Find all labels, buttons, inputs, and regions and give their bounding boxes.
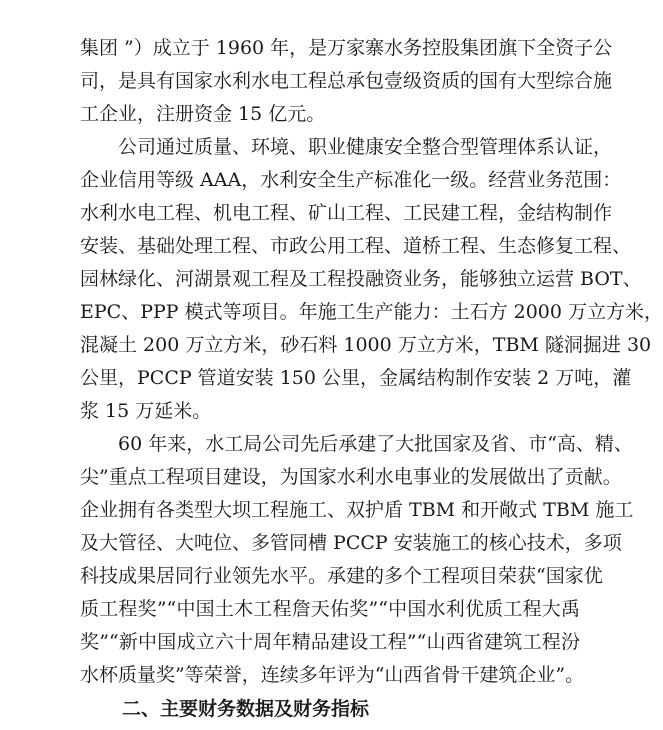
paragraph-2-line-4: 安装、基础处理工程、市政公用工程、道桥工程、生态修复工程、 — [80, 235, 632, 257]
paragraph-3-line-3: 企业拥有各类型大坝工程施工、双护盾 TBM 和开敞式 TBM 施工 — [80, 499, 634, 521]
paragraph-2-line-8: 公里，PCCP 管道安装 150 公里，金属结构制作安装 2 万吨，灌 — [80, 367, 632, 389]
paragraph-1-line-2: 司，是具有国家水利水电工程总承包壹级资质的国有大型综合施 — [80, 70, 613, 92]
paragraph-3-line-8: 水杯质量奖”等荣誉，连续多年评为“山西省骨干建筑企业”。 — [80, 664, 585, 686]
paragraph-3-line-7: 奖”“新中国成立六十周年精品建设工程”“山西省建筑工程汾 — [80, 631, 580, 653]
section-heading: 二、主要财务数据及财务指标 — [122, 698, 370, 720]
paragraph-1-line-3: 工企业，注册资金 15 亿元。 — [80, 103, 326, 125]
paragraph-3-line-4: 及大管径、大吨位、多管同槽 PCCP 安装施工的核心技术，多项 — [80, 532, 622, 554]
paragraph-3-line-5: 科技成果居同行业领先水平。承建的多个工程项目荣获“国家优 — [80, 565, 603, 587]
paragraph-2-line-1: 公司通过质量、环境、职业健康安全整合型管理体系认证， — [118, 136, 613, 158]
paragraph-2-line-9: 浆 15 万延米。 — [80, 400, 212, 422]
paragraph-3-line-6: 质工程奖”“中国土木工程詹天佑奖”“中国水利优质工程大禹 — [80, 598, 580, 620]
paragraph-2-line-7: 混凝土 200 万立方米，砂石料 1000 万立方米，TBM 隧洞掘进 30 — [80, 334, 652, 356]
paragraph-3-line-2: 尖”重点工程项目建设，为国家水利水电事业的发展做出了贡献。 — [80, 466, 622, 488]
paragraph-3-line-1: 60 年来，水工局公司先后承建了大批国家及省、市“高、精、 — [118, 433, 633, 455]
paragraph-2-line-2: 企业信用等级 AAA，水利安全生产标准化一级。经营业务范围： — [80, 169, 622, 191]
paragraph-1-line-1: 集团 ”）成立于 1960 年，是万家寨水务控股集团旗下全资子公 — [80, 37, 613, 59]
paragraph-2-line-6: EPC、PPP 模式等项目。年施工生产能力：土石方 2000 万立方米， — [80, 301, 663, 323]
paragraph-2-line-3: 水利水电工程、机电工程、矿山工程、工民建工程，金结构制作 — [80, 202, 613, 224]
paragraph-2-line-5: 园林绿化、河湖景观工程及工程投融资业务，能够独立运营 BOT、 — [80, 268, 642, 290]
